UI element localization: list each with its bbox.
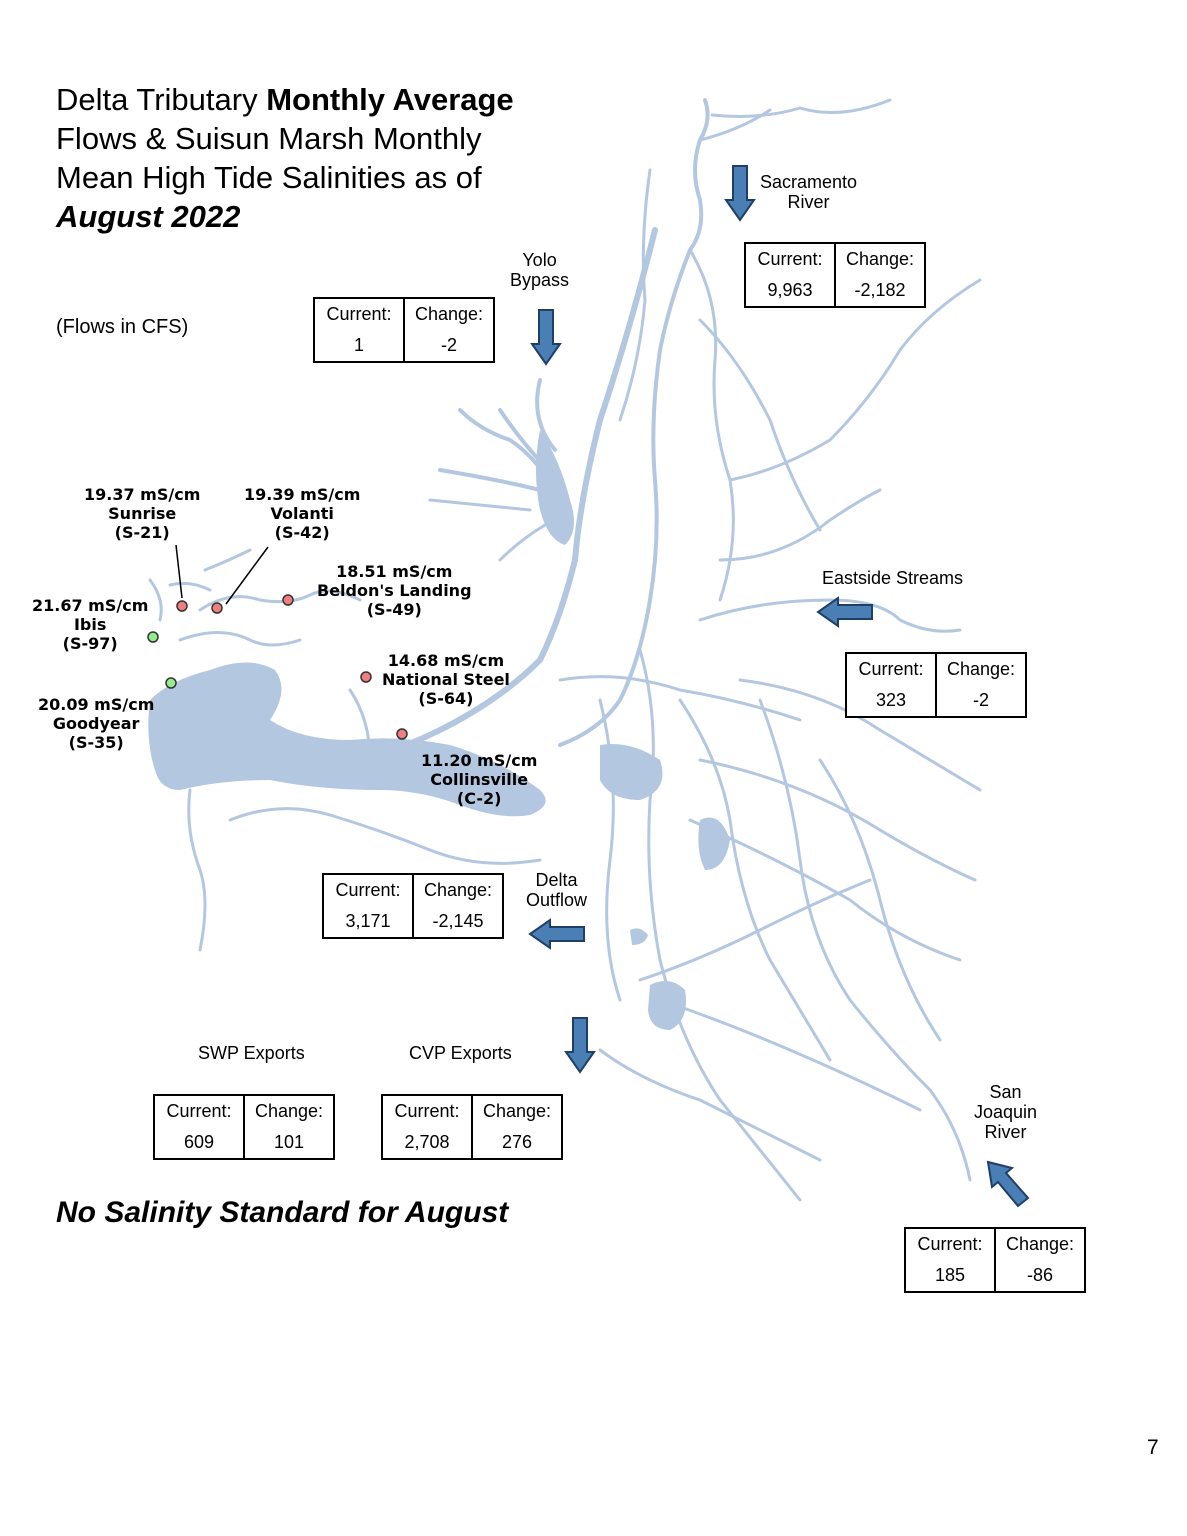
ibis-code: (S-97) — [62, 634, 118, 653]
national-name: National Steel — [382, 670, 510, 689]
volanti-station-marker — [212, 603, 222, 613]
yolo-change-header: Change: — [414, 304, 484, 324]
outflow-label-line1: Delta — [535, 870, 578, 890]
volanti-leader-line — [226, 547, 268, 604]
salinity-standard-note: No Salinity Standard for August — [56, 1196, 509, 1229]
title-line3: Mean High Tide Salinities as of — [56, 160, 482, 195]
yolo-current-header: Current: — [326, 304, 392, 324]
cvp-current-header: Current: — [394, 1101, 460, 1121]
sunrise-code: (S-21) — [114, 523, 170, 542]
sanjoaquin-change-value: -86 — [1026, 1265, 1053, 1285]
beldon-station-marker — [283, 595, 293, 605]
swp-current-value: 609 — [183, 1132, 215, 1152]
sacramento-change-value: -2,182 — [854, 280, 906, 300]
sanjoaquin-label-line1: San — [989, 1082, 1022, 1102]
outflow-change-value: -2,145 — [432, 911, 484, 931]
outflow-current-value: 3,171 — [345, 911, 391, 931]
cvp-change-value: 276 — [501, 1132, 533, 1152]
beldon-code: (S-49) — [366, 600, 422, 619]
volanti-name: Volanti — [270, 504, 334, 523]
national-value: 14.68 mS/cm — [387, 651, 505, 670]
outflow-change-header: Change: — [423, 880, 493, 900]
sunrise-name: Sunrise — [108, 504, 177, 523]
sacramento-label-line1: Sacramento — [760, 172, 858, 192]
outflow-label-line2: Outflow — [526, 890, 588, 910]
yolo-current-value: 1 — [353, 335, 364, 355]
sunrise-leader-line — [176, 545, 182, 598]
sanjoaquin-current-header: Current: — [917, 1234, 983, 1254]
collinsville-name: Collinsville — [430, 770, 529, 789]
swp-current-header: Current: — [166, 1101, 232, 1121]
sacramento-label-line2: River — [787, 192, 830, 212]
national-code: (S-64) — [418, 689, 474, 708]
sanjoaquin-change-header: Change: — [1005, 1234, 1075, 1254]
eastside-label: Eastside Streams — [822, 568, 964, 588]
eastside-current-header: Current: — [858, 659, 924, 679]
sacramento-current-value: 9,963 — [767, 280, 813, 300]
title-date: August 2022 — [56, 199, 241, 234]
ibis-station-marker — [148, 632, 158, 642]
sanjoaquin-current-value: 185 — [934, 1265, 966, 1285]
goodyear-value: 20.09 mS/cm — [38, 695, 155, 714]
eastside-change-header: Change: — [946, 659, 1016, 679]
eastside-change-value: -2 — [972, 690, 989, 710]
swp-label: SWP Exports — [198, 1043, 305, 1063]
sunrise-value: 19.37 mS/cm — [84, 485, 201, 504]
sanjoaquin-label-line2: Joaquin — [974, 1102, 1038, 1122]
collinsville-salinity-label — [421, 751, 537, 808]
title-bold: Monthly Average — [266, 82, 514, 117]
cvp-current-value: 2,708 — [404, 1132, 450, 1152]
national-station-marker — [361, 672, 371, 682]
cvp-label: CVP Exports — [409, 1043, 512, 1063]
volanti-value: 19.39 mS/cm — [244, 485, 361, 504]
page-number: 7 — [1147, 1436, 1159, 1459]
eastside-current-value: 323 — [875, 690, 907, 710]
outflow-current-header: Current: — [335, 880, 401, 900]
sanjoaquin-label-line3: River — [984, 1122, 1027, 1142]
sunrise-salinity-label — [84, 485, 200, 542]
goodyear-code: (S-35) — [68, 733, 124, 752]
volanti-salinity-label — [244, 485, 360, 542]
yolo-change-value: -2 — [440, 335, 457, 355]
ibis-value: 21.67 mS/cm — [32, 596, 149, 615]
title-line2: Flows & Suisun Marsh Monthly — [56, 121, 482, 156]
beldon-salinity-label — [317, 562, 472, 619]
ibis-salinity-label — [32, 596, 148, 653]
collinsville-station-marker — [397, 729, 407, 739]
goodyear-salinity-label — [38, 695, 154, 752]
goodyear-name: Goodyear — [52, 714, 140, 733]
sunrise-station-marker — [177, 601, 187, 611]
sacramento-current-header: Current: — [757, 249, 823, 269]
national-salinity-label — [382, 651, 510, 708]
ibis-name: Ibis — [73, 615, 107, 634]
beldon-value: 18.51 mS/cm — [336, 562, 453, 581]
beldon-name: Beldon's Landing — [317, 581, 472, 600]
goodyear-station-marker — [166, 678, 176, 688]
volanti-code: (S-42) — [274, 523, 330, 542]
cvp-change-header: Change: — [482, 1101, 552, 1121]
swp-change-header: Change: — [254, 1101, 324, 1121]
collinsville-code: (C-2) — [456, 789, 502, 808]
title-part1: Delta Tributary — [56, 82, 267, 117]
yolo-label-line1: Yolo — [522, 250, 557, 270]
swp-change-value: 101 — [273, 1132, 305, 1152]
collinsville-value: 11.20 mS/cm — [421, 751, 538, 770]
sacramento-change-header: Change: — [845, 249, 915, 269]
units-label: (Flows in CFS) — [56, 316, 189, 338]
yolo-label-line2: Bypass — [510, 270, 570, 290]
